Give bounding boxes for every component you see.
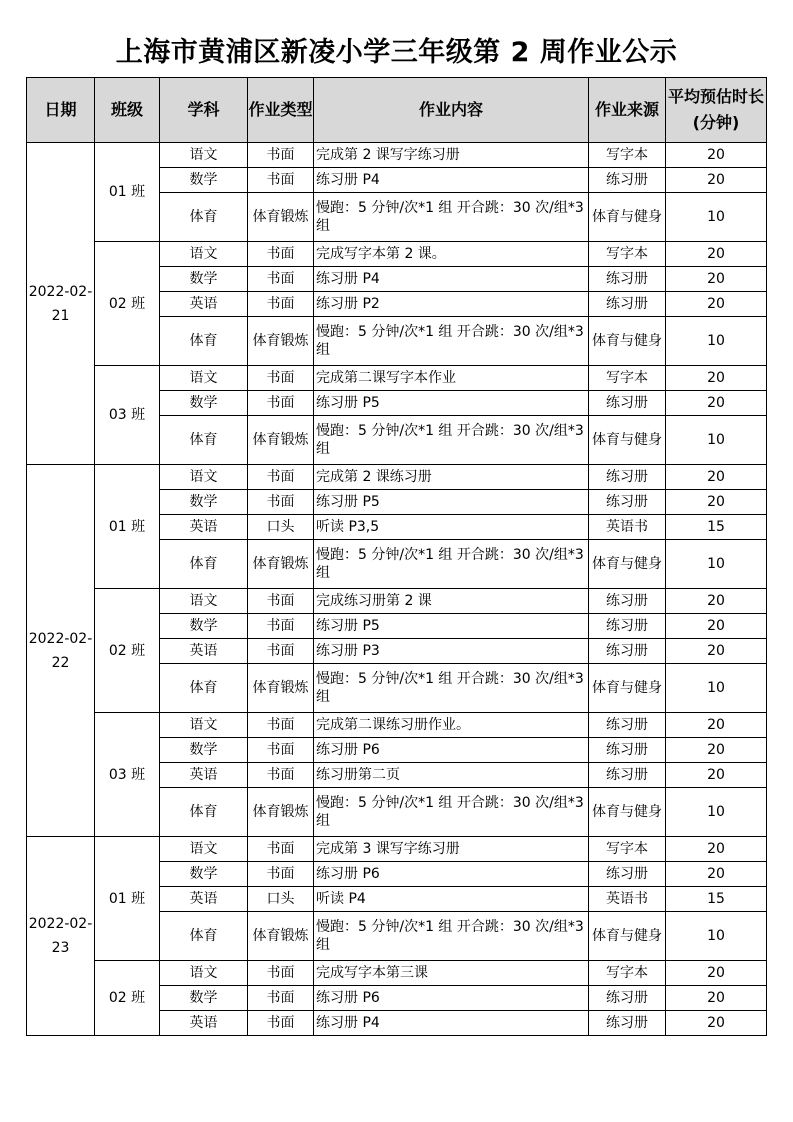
page-title: 上海市黄浦区新凌小学三年级第 2 周作业公示	[115, 37, 678, 68]
source-cell: 体育与健身	[589, 540, 666, 589]
subject-cell: 英语	[160, 1011, 248, 1036]
duration-cell: 20	[666, 961, 767, 986]
header-date: 日期	[27, 78, 95, 143]
source-cell: 体育与健身	[589, 664, 666, 713]
content-cell: 练习册 P4	[314, 267, 589, 292]
content-cell: 完成第 3 课写字练习册	[314, 837, 589, 862]
subject-cell: 语文	[160, 713, 248, 738]
duration-cell: 15	[666, 887, 767, 912]
source-cell: 练习册	[589, 292, 666, 317]
duration-cell: 20	[666, 391, 767, 416]
subject-cell: 体育	[160, 788, 248, 837]
duration-cell: 10	[666, 193, 767, 242]
type-cell: 书面	[248, 465, 314, 490]
content-cell: 完成练习册第 2 课	[314, 589, 589, 614]
duration-cell: 20	[666, 837, 767, 862]
class-cell: 02 班	[95, 961, 160, 1036]
duration-cell: 20	[666, 490, 767, 515]
content-cell: 练习册 P4	[314, 168, 589, 193]
duration-cell: 20	[666, 143, 767, 168]
class-cell: 02 班	[95, 242, 160, 366]
duration-cell: 20	[666, 292, 767, 317]
content-cell: 慢跑：5 分钟/次*1 组 开合跳：30 次/组*3 组	[314, 193, 589, 242]
source-cell: 练习册	[589, 490, 666, 515]
header-content: 作业内容	[314, 78, 589, 143]
duration-cell: 20	[666, 713, 767, 738]
header-type: 作业类型	[248, 78, 314, 143]
subject-cell: 英语	[160, 763, 248, 788]
content-cell: 慢跑：5 分钟/次*1 组 开合跳：30 次/组*3 组	[314, 317, 589, 366]
content-cell: 慢跑：5 分钟/次*1 组 开合跳：30 次/组*3 组	[314, 540, 589, 589]
subject-cell: 语文	[160, 366, 248, 391]
subject-cell: 语文	[160, 143, 248, 168]
duration-cell: 15	[666, 515, 767, 540]
content-cell: 完成写字本第三课	[314, 961, 589, 986]
content-cell: 练习册 P2	[314, 292, 589, 317]
subject-cell: 数学	[160, 391, 248, 416]
content-cell: 练习册第二页	[314, 763, 589, 788]
table-row	[27, 961, 767, 986]
type-cell: 书面	[248, 490, 314, 515]
content-cell: 完成第二课写字本作业	[314, 366, 589, 391]
subject-cell: 语文	[160, 589, 248, 614]
type-cell: 口头	[248, 515, 314, 540]
content-cell: 慢跑：5 分钟/次*1 组 开合跳：30 次/组*3 组	[314, 664, 589, 713]
content-cell: 练习册 P5	[314, 490, 589, 515]
date-cell: 2022-02-23	[27, 837, 95, 1036]
duration-cell: 20	[666, 242, 767, 267]
type-cell: 书面	[248, 1011, 314, 1036]
type-cell: 书面	[248, 391, 314, 416]
content-cell: 完成第 2 课写字练习册	[314, 143, 589, 168]
duration-cell: 10	[666, 664, 767, 713]
table-row	[27, 465, 767, 490]
subject-cell: 数学	[160, 490, 248, 515]
date-cell: 2022-02-22	[27, 465, 95, 837]
source-cell: 练习册	[589, 391, 666, 416]
source-cell: 英语书	[589, 515, 666, 540]
source-cell: 练习册	[589, 168, 666, 193]
source-cell: 练习册	[589, 713, 666, 738]
header-subject: 学科	[160, 78, 248, 143]
homework-table	[26, 77, 767, 1036]
subject-cell: 数学	[160, 986, 248, 1011]
class-cell: 02 班	[95, 589, 160, 713]
content-cell: 慢跑：5 分钟/次*1 组 开合跳：30 次/组*3 组	[314, 788, 589, 837]
content-cell: 慢跑：5 分钟/次*1 组 开合跳：30 次/组*3 组	[314, 416, 589, 465]
source-cell: 写字本	[589, 837, 666, 862]
subject-cell: 体育	[160, 416, 248, 465]
content-cell: 练习册 P6	[314, 986, 589, 1011]
subject-cell: 体育	[160, 664, 248, 713]
header-class: 班级	[95, 78, 160, 143]
source-cell: 练习册	[589, 267, 666, 292]
duration-cell: 20	[666, 862, 767, 887]
type-cell: 书面	[248, 713, 314, 738]
type-cell: 体育锻炼	[248, 193, 314, 242]
source-cell: 体育与健身	[589, 317, 666, 366]
content-cell: 慢跑：5 分钟/次*1 组 开合跳：30 次/组*3 组	[314, 912, 589, 961]
type-cell: 书面	[248, 986, 314, 1011]
type-cell: 书面	[248, 143, 314, 168]
type-cell: 书面	[248, 614, 314, 639]
content-cell: 练习册 P3	[314, 639, 589, 664]
subject-cell: 数学	[160, 267, 248, 292]
type-cell: 书面	[248, 763, 314, 788]
subject-cell: 英语	[160, 887, 248, 912]
source-cell: 练习册	[589, 986, 666, 1011]
subject-cell: 英语	[160, 515, 248, 540]
type-cell: 书面	[248, 738, 314, 763]
duration-cell: 20	[666, 465, 767, 490]
header-source: 作业来源	[589, 78, 666, 143]
source-cell: 写字本	[589, 242, 666, 267]
table-row	[27, 837, 767, 862]
subject-cell: 数学	[160, 862, 248, 887]
subject-cell: 英语	[160, 639, 248, 664]
subject-cell: 体育	[160, 912, 248, 961]
type-cell: 口头	[248, 887, 314, 912]
content-cell: 完成写字本第 2 课。	[314, 242, 589, 267]
class-cell: 01 班	[95, 837, 160, 961]
source-cell: 写字本	[589, 143, 666, 168]
subject-cell: 语文	[160, 465, 248, 490]
subject-cell: 语文	[160, 837, 248, 862]
subject-cell: 语文	[160, 961, 248, 986]
content-cell: 听读 P4	[314, 887, 589, 912]
class-cell: 03 班	[95, 366, 160, 465]
source-cell: 体育与健身	[589, 193, 666, 242]
subject-cell: 英语	[160, 292, 248, 317]
duration-cell: 20	[666, 763, 767, 788]
content-cell: 练习册 P4	[314, 1011, 589, 1036]
subject-cell: 数学	[160, 614, 248, 639]
type-cell: 体育锻炼	[248, 788, 314, 837]
table-row	[27, 143, 767, 168]
type-cell: 书面	[248, 837, 314, 862]
duration-cell: 10	[666, 416, 767, 465]
duration-cell: 10	[666, 788, 767, 837]
duration-cell: 10	[666, 912, 767, 961]
content-cell: 练习册 P5	[314, 614, 589, 639]
source-cell: 体育与健身	[589, 912, 666, 961]
duration-cell: 10	[666, 540, 767, 589]
type-cell: 体育锻炼	[248, 317, 314, 366]
duration-cell: 20	[666, 738, 767, 763]
class-cell: 03 班	[95, 713, 160, 837]
content-cell: 练习册 P6	[314, 738, 589, 763]
subject-cell: 数学	[160, 738, 248, 763]
date-cell: 2022-02-21	[27, 143, 95, 465]
type-cell: 书面	[248, 267, 314, 292]
type-cell: 书面	[248, 862, 314, 887]
duration-cell: 20	[666, 589, 767, 614]
duration-cell: 20	[666, 267, 767, 292]
type-cell: 体育锻炼	[248, 540, 314, 589]
type-cell: 书面	[248, 639, 314, 664]
content-cell: 完成第二课练习册作业。	[314, 713, 589, 738]
content-cell: 练习册 P5	[314, 391, 589, 416]
type-cell: 体育锻炼	[248, 664, 314, 713]
source-cell: 写字本	[589, 961, 666, 986]
source-cell: 练习册	[589, 862, 666, 887]
subject-cell: 体育	[160, 193, 248, 242]
type-cell: 书面	[248, 242, 314, 267]
source-cell: 体育与健身	[589, 416, 666, 465]
content-cell: 完成第 2 课练习册	[314, 465, 589, 490]
duration-cell: 20	[666, 614, 767, 639]
source-cell: 练习册	[589, 738, 666, 763]
subject-cell: 体育	[160, 540, 248, 589]
class-cell: 01 班	[95, 143, 160, 242]
type-cell: 书面	[248, 168, 314, 193]
table-row	[27, 713, 767, 738]
type-cell: 体育锻炼	[248, 416, 314, 465]
type-cell: 书面	[248, 292, 314, 317]
source-cell: 练习册	[589, 465, 666, 490]
source-cell: 练习册	[589, 1011, 666, 1036]
type-cell: 书面	[248, 961, 314, 986]
duration-cell: 20	[666, 366, 767, 391]
source-cell: 练习册	[589, 614, 666, 639]
source-cell: 练习册	[589, 763, 666, 788]
duration-cell: 10	[666, 317, 767, 366]
duration-cell: 20	[666, 168, 767, 193]
duration-cell: 20	[666, 1011, 767, 1036]
source-cell: 体育与健身	[589, 788, 666, 837]
source-cell: 练习册	[589, 589, 666, 614]
subject-cell: 语文	[160, 242, 248, 267]
type-cell: 书面	[248, 366, 314, 391]
subject-cell: 体育	[160, 317, 248, 366]
duration-cell: 20	[666, 639, 767, 664]
source-cell: 练习册	[589, 639, 666, 664]
header-row	[27, 78, 767, 143]
type-cell: 体育锻炼	[248, 912, 314, 961]
table-body	[27, 143, 767, 1036]
duration-cell: 20	[666, 986, 767, 1011]
content-cell: 听读 P3,5	[314, 515, 589, 540]
table-row	[27, 589, 767, 614]
content-cell: 练习册 P6	[314, 862, 589, 887]
type-cell: 书面	[248, 589, 314, 614]
source-cell: 写字本	[589, 366, 666, 391]
table-row	[27, 242, 767, 267]
class-cell: 01 班	[95, 465, 160, 589]
subject-cell: 数学	[160, 168, 248, 193]
header-duration: 平均预估时长(分钟)	[666, 78, 767, 143]
table-row	[27, 366, 767, 391]
source-cell: 英语书	[589, 887, 666, 912]
